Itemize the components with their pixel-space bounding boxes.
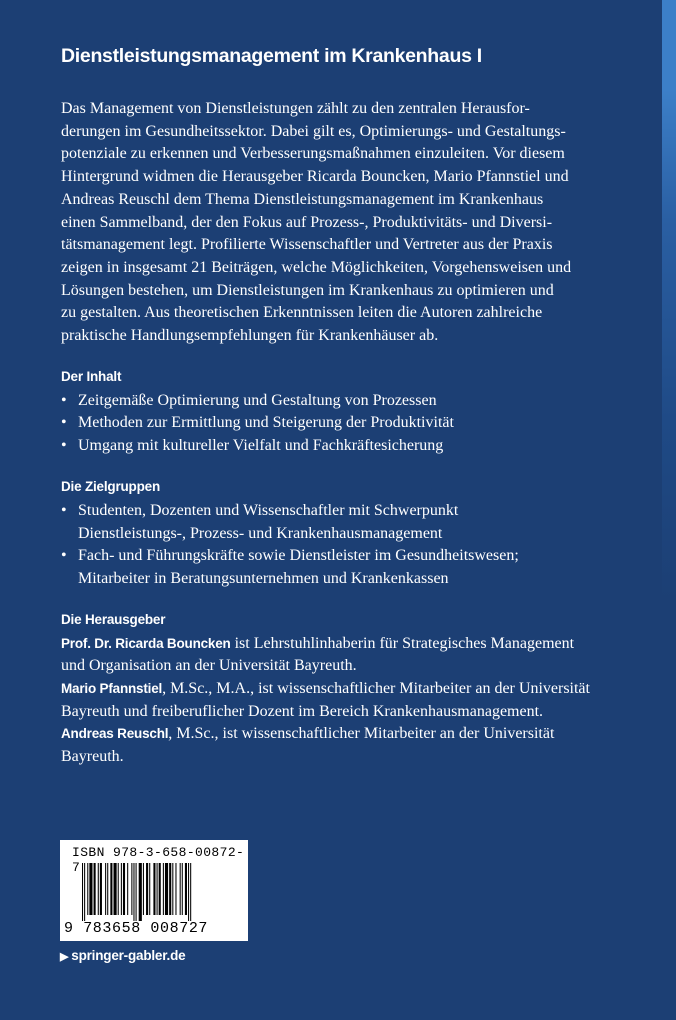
intro-line: zeigen in insgesamt 21 Beiträgen, welche Möglichkeiten, Vorgehensweisen und <box>61 258 572 276</box>
bullet-icon: • <box>61 437 67 455</box>
intro-line: Das Management von Dienstleistungen zählt zu den zentralen Herausfor- <box>61 100 530 117</box>
isbn-label: ISBN 978-3-658-00872-7 <box>72 845 245 875</box>
intro-line: derungen im Gesundheitssektor. Dabei gilt es, Optimierungs- und Gestaltungs- <box>61 122 566 140</box>
intro-line: zu gestalten. Aus theoretischen Erkenntnissen leiten die Autoren zahlreiche <box>61 304 543 322</box>
intro-line: potenziale zu erkennen und Verbesserungsmaßnahmen einzuleiten. Vor diesem <box>61 145 565 163</box>
editor-name: Andreas Reuschl <box>61 726 169 742</box>
isbn-barcode <box>60 840 248 941</box>
intro-paragraph <box>61 98 621 348</box>
editor-name: Mario Pfannstiel <box>61 681 163 697</box>
list-item: • Zeitgemäße Optimierung und Gestaltung von Prozessen <box>61 390 621 413</box>
inhalt-heading: Der Inhalt <box>61 368 122 384</box>
intro-line: praktische Handlungsempfehlungen für Krankenhäuser ab. <box>61 327 439 345</box>
list-item: • Methoden zur Ermittlung und Steigerung der Produktivität <box>61 412 621 435</box>
bullet-icon: • <box>61 547 67 565</box>
publisher-link-text: springer-gabler.de <box>71 948 186 963</box>
bullet-icon: • <box>61 501 67 519</box>
publisher-link[interactable] <box>60 948 185 963</box>
intro-line: Andreas Reuschl dem Thema Dienstleistungsmanagement im Krankenhaus <box>61 190 544 208</box>
list-item: • Umgang mit kultureller Vielfalt und Fachkräftesicherung <box>61 435 621 458</box>
intro-line: einen Sammelband, der den Fokus auf Prozess-, Produktivitäts- und Diversi- <box>61 213 553 231</box>
intro-line: Hintergrund widmen die Herausgeber Ricarda Bouncken, Mario Pfannstiel und <box>61 168 569 186</box>
list-item: • Studenten, Dozenten und Wissenschaftler mit Schwerpunkt Dienstleistungs-, Prozess- und Krankenhausmanagement <box>61 501 459 542</box>
inhalt-list <box>61 390 621 458</box>
list-item: • Fach- und Führungskräfte sowie Dienstleister im Gesundheitswesen; Mitarbeiter in Beratungsunternehmen und Krankenkassen <box>61 547 519 587</box>
editor-name: Prof. Dr. Ricarda Bouncken <box>61 635 231 651</box>
intro-line: Lösungen bestehen, um Dienstleistungen im Krankenhaus zu optimieren und <box>61 281 554 299</box>
editor-entry: Mario Pfannstiel, M.Sc., M.A., ist wissenschaftlicher Mitarbeiter an der Universität Bayreuth und freiberuflicher Dozent im Bereich Krankenhausmanagement. <box>61 680 590 720</box>
bullet-icon: • <box>61 391 67 409</box>
book-title: Dienstleistungsmanagement im Krankenhaus I <box>61 45 482 67</box>
intro-line: tätsmanagement legt. Profilierte Wissenschaftler und Vertreter aus der Praxis <box>61 236 553 254</box>
editor-entry: Prof. Dr. Ricarda Bouncken ist Lehrstuhlinhaberin für Strategisches Management und Organisation an der Universität Bayreuth. <box>61 634 575 675</box>
zielgruppen-heading: Die Zielgruppen <box>61 478 161 494</box>
bullet-icon: • <box>61 414 67 432</box>
zielgruppen-list <box>61 500 621 591</box>
arrow-right-icon: ▶ <box>60 951 69 963</box>
herausgeber-heading: Die Herausgeber <box>61 611 166 627</box>
back-cover-content <box>61 44 621 769</box>
accent-stripe <box>662 0 676 1020</box>
barcode-icon <box>82 863 232 921</box>
barcode-digits: 9 783658 008727 <box>64 920 209 937</box>
editor-entry: Andreas Reuschl, M.Sc., ist wissenschaftlicher Mitarbeiter an der Universität Bayreuth. <box>61 725 555 766</box>
